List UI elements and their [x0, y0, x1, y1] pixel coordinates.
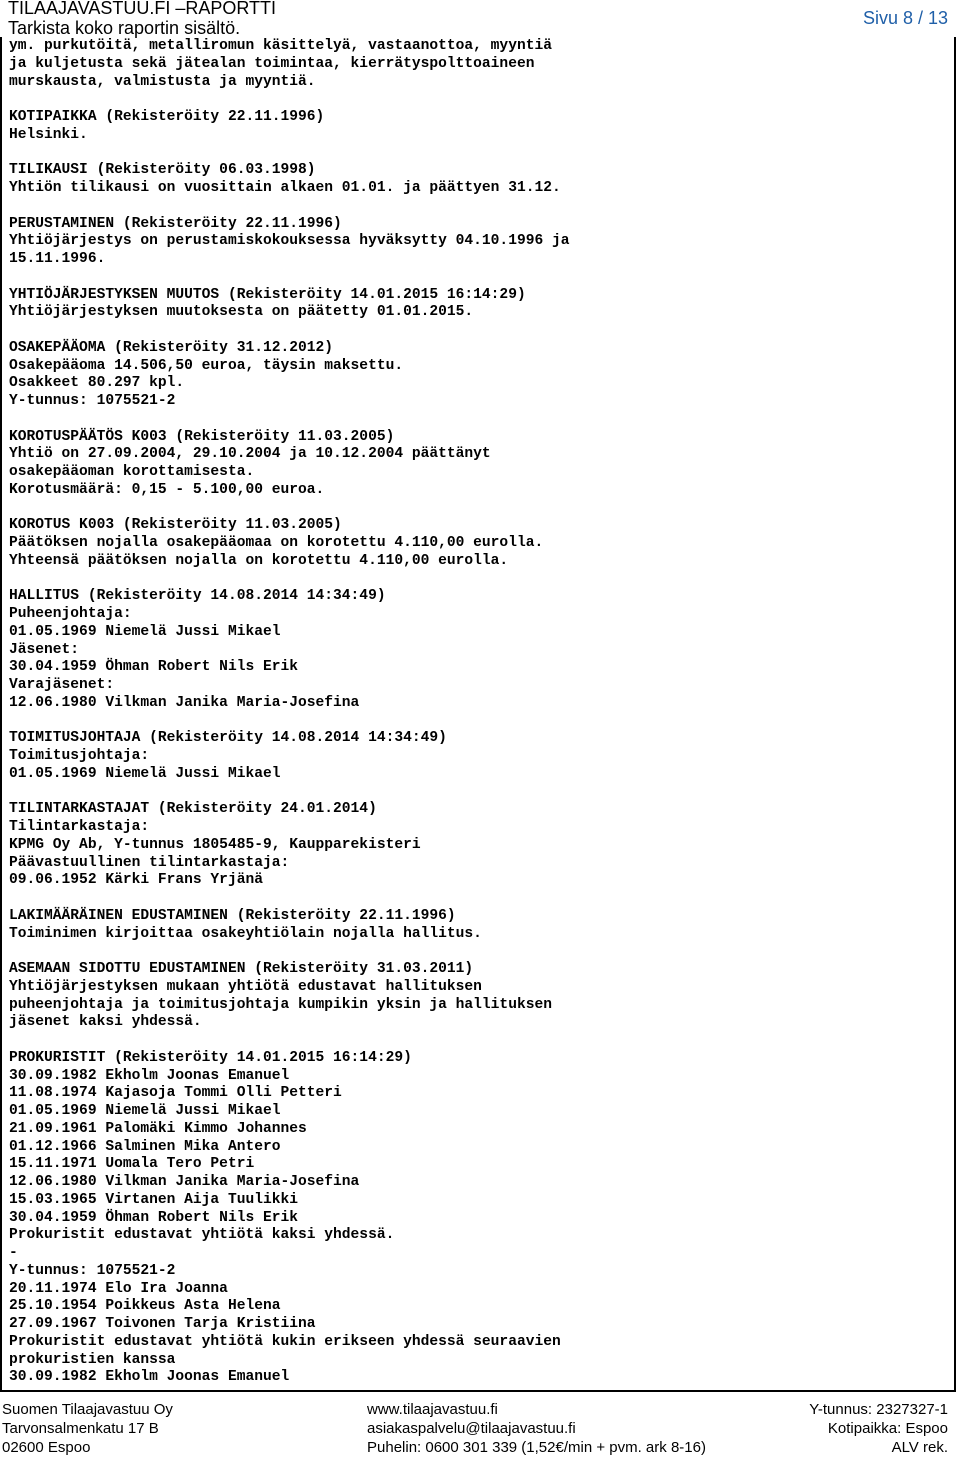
- text-line: 25.10.1954 Poikkeus Asta Helena: [9, 1298, 281, 1315]
- text-line: KOROTUSPÄÄTÖS K003 (Rekisteröity 11.03.2005): [9, 428, 395, 445]
- text-line: Jäsenet:: [9, 641, 80, 658]
- text-line: -: [9, 1245, 18, 1261]
- text-line: HALLITUS (Rekisteröity 14.08.2014 14:34:49): [9, 588, 386, 605]
- text-line: 30.09.1982 Ekholm Joonas Emanuel: [9, 1369, 290, 1386]
- blank-line: [9, 784, 944, 802]
- text-line: PROKURISTIT (Rekisteröity 14.01.2015 16:14:29): [9, 1049, 412, 1066]
- text-line: 12.06.1980 Vilkman Janika Maria-Josefina: [9, 694, 360, 711]
- text-line: Yhtiön tilikausi on vuosittain alkaen 01.01. ja päättyen 31.12.: [9, 180, 561, 196]
- text-line: ym. purkutöitä, metalliromun käsittelyä, vastaanottoa, myyntiä: [9, 38, 552, 54]
- text-line: osakepääoman korottamisesta.: [9, 464, 255, 480]
- text-line: OSAKEPÄÄOMA (Rekisteröity 31.12.2012): [9, 339, 334, 356]
- footer-website[interactable]: www.tilaajavastuu.fi: [367, 1401, 498, 1418]
- blank-line: [9, 571, 944, 589]
- text-line: Helsinki.: [9, 126, 88, 143]
- text-line: YHTIÖJÄRJESTYKSEN MUUTOS (Rekisteröity 14.01.2015 16:14:29): [9, 286, 526, 303]
- text-line: 01.05.1969 Niemelä Jussi Mikael: [9, 765, 281, 782]
- text-line: 11.08.1974 Kajasoja Tommi Olli Petteri: [9, 1085, 342, 1102]
- text-line: Päätöksen nojalla osakepääomaa on korotettu 4.110,00 eurolla.: [9, 535, 544, 551]
- text-line: Yhteensä päätöksen nojalla on korotettu 4.110,00 eurolla.: [9, 552, 509, 569]
- footer-street-address: Tarvonsalmenkatu 17 B: [2, 1420, 159, 1437]
- text-line: Osakkeet 80.297 kpl.: [9, 375, 185, 392]
- text-line: Yhtiö on 27.09.2004, 29.10.2004 ja 10.12.2004 päättänyt: [9, 446, 491, 463]
- text-line: murskausta, valmistusta ja myyntiä.: [9, 73, 316, 90]
- text-line: 09.06.1952 Kärki Frans Yrjänä: [9, 872, 263, 889]
- text-line: LAKIMÄÄRÄINEN EDUSTAMINEN (Rekisteröity 22.11.1996): [9, 907, 456, 924]
- text-line: 15.03.1965 Virtanen Aija Tuulikki: [9, 1191, 299, 1208]
- footer-company-name: Suomen Tilaajavastuu Oy: [2, 1401, 173, 1418]
- text-line: jäsenet kaksi yhdessä.: [9, 1014, 202, 1031]
- text-line: 21.09.1961 Palomäki Kimmo Johannes: [9, 1120, 307, 1137]
- text-line: TOIMITUSJOHTAJA (Rekisteröity 14.08.2014 14:34:49): [9, 730, 447, 747]
- text-line: Tilintarkastaja:: [9, 819, 150, 835]
- blank-line: [9, 713, 944, 731]
- footer-registry-column: [809, 1400, 948, 1457]
- text-line: 20.11.1974 Elo Ira Joanna: [9, 1280, 228, 1297]
- footer-phone: Puhelin: 0600 301 339 (1,52€/min + pvm. ark 8-16): [367, 1439, 706, 1456]
- footer-company-column: [2, 1400, 173, 1457]
- blank-line: [9, 943, 944, 961]
- text-line: 01.12.1966 Salminen Mika Antero: [9, 1138, 281, 1155]
- blank-line: [9, 198, 944, 216]
- text-line: 30.04.1959 Öhman Robert Nils Erik: [9, 1209, 299, 1226]
- text-line: 27.09.1967 Toivonen Tarja Kristiina: [9, 1316, 316, 1332]
- text-line: TILIKAUSI (Rekisteröity 06.03.1998): [9, 162, 316, 179]
- text-line: ja kuljetusta sekä jätealan toimintaa, kierrätyspolttoaineen: [9, 55, 535, 72]
- blank-line: [9, 500, 944, 518]
- text-line: PERUSTAMINEN (Rekisteröity 22.11.1996): [9, 215, 342, 232]
- text-line: ASEMAAN SIDOTTU EDUSTAMINEN (Rekisteröity 31.03.2011): [9, 961, 474, 977]
- blank-line: [9, 890, 944, 908]
- text-line: Y-tunnus: 1075521-2: [9, 1262, 176, 1279]
- text-line: 01.05.1969 Niemelä Jussi Mikael: [9, 623, 281, 640]
- text-line: 01.05.1969 Niemelä Jussi Mikael: [9, 1103, 281, 1119]
- text-line: Yhtiöjärjestyksen muutoksesta on päätetty 01.01.2015.: [9, 304, 474, 321]
- text-line: prokuristien kanssa: [9, 1351, 176, 1368]
- blank-line: [9, 91, 944, 109]
- blank-line: [9, 1032, 944, 1050]
- text-line: 15.11.1971 Uomala Tero Petri: [9, 1156, 255, 1173]
- report-body: [9, 38, 944, 1387]
- text-line: Yhtiöjärjestyksen mukaan yhtiötä edustavat hallituksen: [9, 978, 482, 995]
- text-line: puheenjohtaja ja toimitusjohtaja kumpikin yksin ja hallituksen: [9, 996, 552, 1013]
- text-line: Prokuristit edustavat yhtiötä kukin erikseen yhdessä seuraavien: [9, 1333, 561, 1350]
- footer-domicile: Kotipaikka: Espoo: [827, 1420, 948, 1437]
- blank-line: [9, 269, 944, 287]
- text-line: 30.09.1982 Ekholm Joonas Emanuel: [9, 1067, 290, 1084]
- text-line: Osakepääoma 14.506,50 euroa, täysin maksettu.: [9, 357, 404, 374]
- footer-contact-column: [367, 1400, 706, 1457]
- text-line: Puheenjohtaja:: [9, 606, 132, 622]
- text-line: Prokuristit edustavat yhtiötä kaksi yhdessä.: [9, 1227, 395, 1244]
- text-line: Toimitusjohtaja:: [9, 748, 150, 764]
- text-line: Varajäsenet:: [9, 677, 115, 693]
- text-line: 15.11.1996.: [9, 251, 106, 267]
- footer-email[interactable]: asiakaspalvelu@tilaajavastuu.fi: [367, 1420, 576, 1437]
- blank-line: [9, 322, 944, 340]
- blank-line: [9, 145, 944, 163]
- text-line: Toiminimen kirjoittaa osakeyhtiölain nojalla hallitus.: [9, 925, 482, 942]
- text-line: Y-tunnus: 1075521-2: [9, 393, 176, 409]
- page-number: Sivu 8 / 13: [862, 8, 948, 28]
- report-title: TILAAJAVASTUU.FI –RAPORTTI: [8, 0, 277, 18]
- text-line: 30.04.1959 Öhman Robert Nils Erik: [9, 659, 299, 676]
- text-line: KPMG Oy Ab, Y-tunnus 1805485-9, Kaupparekisteri: [9, 836, 421, 853]
- text-line: TILINTARKASTAJAT (Rekisteröity 24.01.2014): [9, 801, 377, 818]
- text-line: KOROTUS K003 (Rekisteröity 11.03.2005): [9, 517, 342, 534]
- report-subtitle: Tarkista koko raportin sisältö.: [8, 18, 241, 38]
- text-line: Päävastuullinen tilintarkastaja:: [9, 854, 290, 871]
- footer-vat: ALV rek.: [891, 1439, 948, 1456]
- text-line: Korotusmäärä: 0,15 - 5.100,00 euroa.: [9, 481, 325, 498]
- report-header: [0, 0, 960, 40]
- page-footer: [0, 1400, 960, 1459]
- text-line: 12.06.1980 Vilkman Janika Maria-Josefina: [9, 1174, 360, 1190]
- blank-line: [9, 411, 944, 429]
- footer-postal-address: 02600 Espoo: [2, 1439, 91, 1456]
- footer-business-id: Y-tunnus: 2327327-1: [809, 1401, 948, 1418]
- text-line: KOTIPAIKKA (Rekisteröity 22.11.1996): [9, 109, 325, 125]
- text-line: Yhtiöjärjestys on perustamiskokouksessa hyväksytty 04.10.1996 ja: [9, 233, 570, 250]
